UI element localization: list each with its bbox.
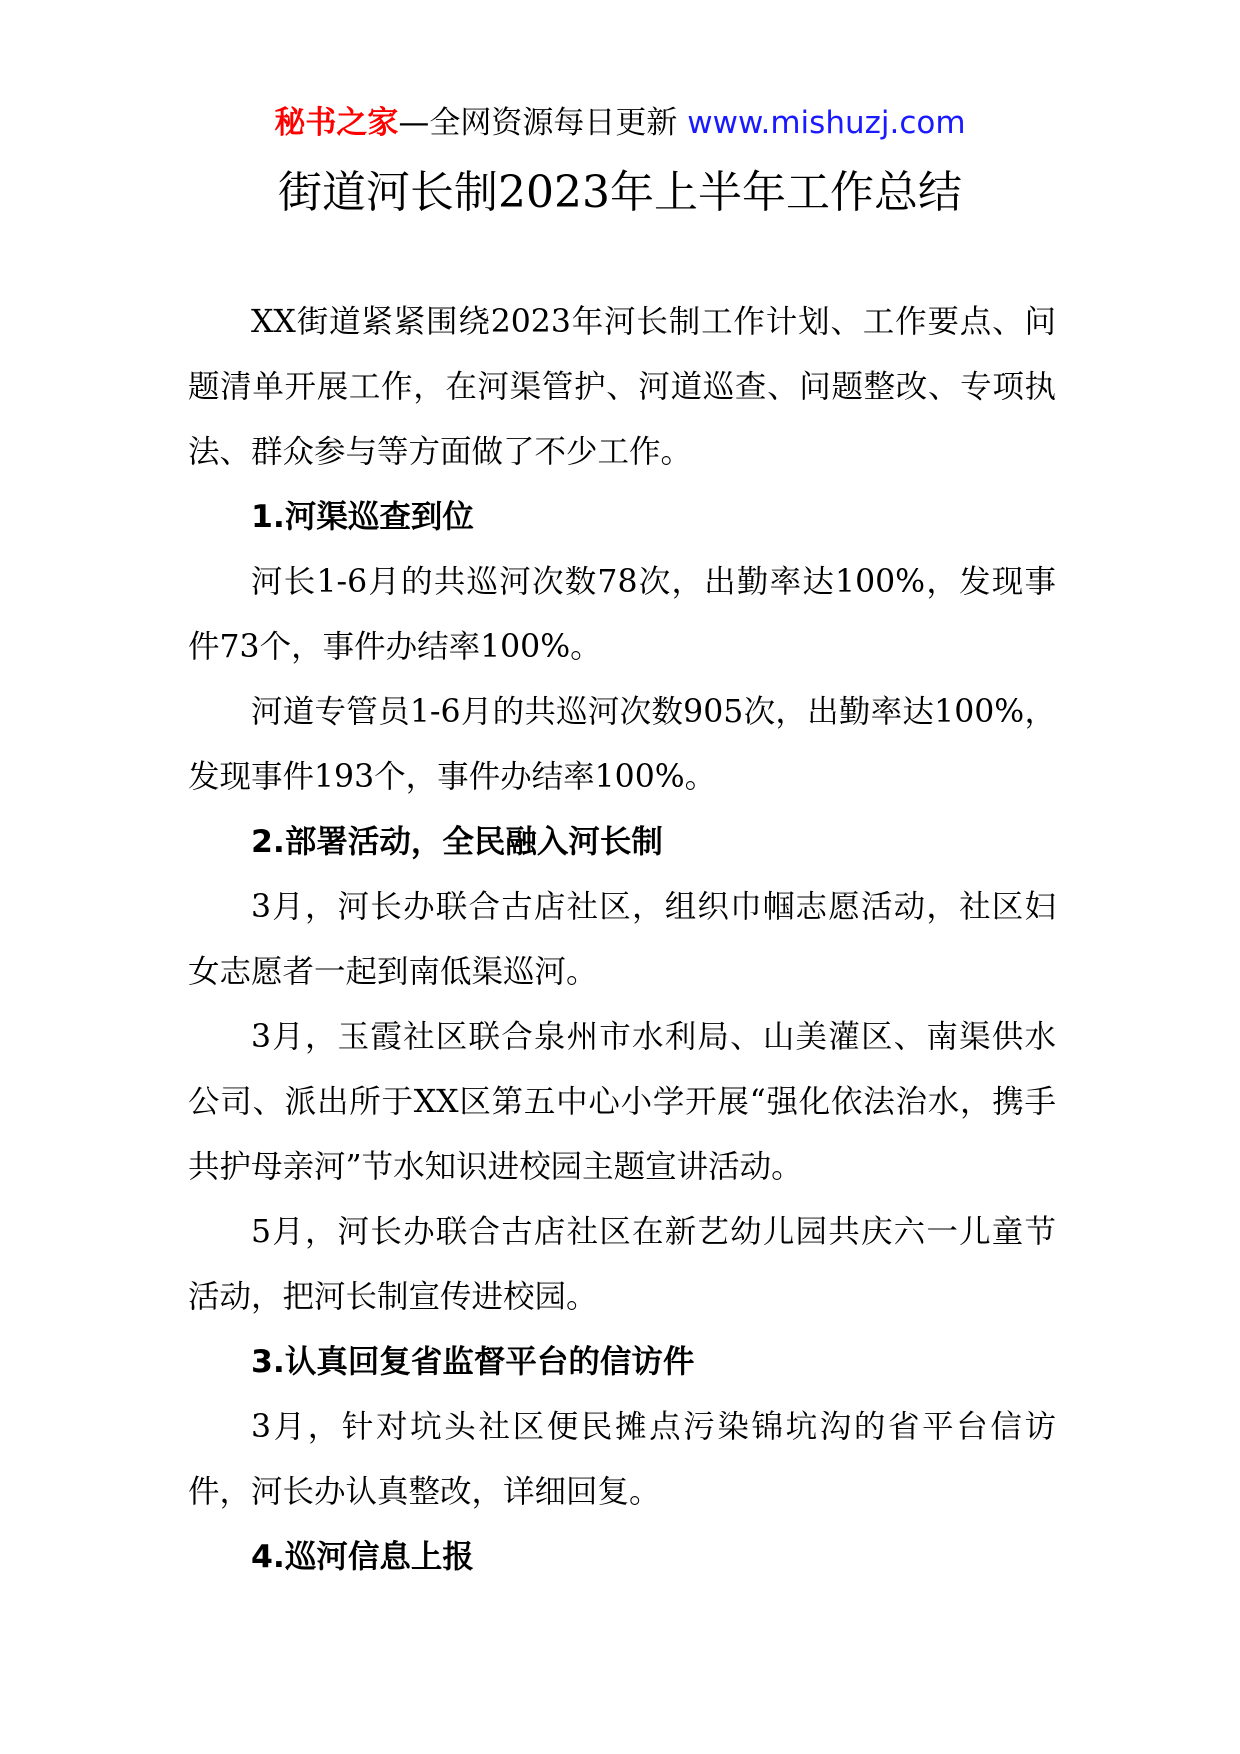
section-heading: 3.认真回复省监督平台的信访件 [251, 1344, 695, 1380]
paragraph: 河长1-6月的共巡河次数78次，出勤率达100%，发现事件73个，事件办结率100%。 [188, 564, 1056, 665]
paragraph: 3月，河长办联合古店社区，组织巾帼志愿活动，社区妇女志愿者一起到南低渠巡河。 [188, 889, 1056, 990]
document-body [188, 290, 1056, 1590]
site-tagline: —全网资源每日更新 [398, 105, 688, 141]
paragraph: 河道专管员1-6月的共巡河次数905次，出勤率达100%，发现事件193个，事件办结率100%。 [188, 694, 1056, 795]
paragraph: 3月，针对坑头社区便民摊点污染锦坑沟的省平台信访件，河长办认真整改，详细回复。 [188, 1409, 1056, 1510]
site-url-link[interactable]: www.mishuzj.com [687, 105, 966, 141]
paragraph: 3月，玉霞社区联合泉州市水利局、山美灌区、南渠供水公司、派出所于XX区第五中心小学开展“强化依法治水，携手共护母亲河”节水知识进校园主题宣讲活动。 [188, 1019, 1056, 1185]
paragraph: 5月，河长办联合古店社区在新艺幼儿园共庆六一儿童节活动，把河长制宣传进校园。 [188, 1214, 1056, 1315]
site-header [0, 100, 1240, 146]
site-brand: 秘书之家 [274, 105, 399, 141]
document-title: 街道河长制2023年上半年工作总结 [278, 167, 962, 218]
section-heading: 4.巡河信息上报 [251, 1539, 474, 1575]
intro-paragraph: XX街道紧紧围绕2023年河长制工作计划、工作要点、问题清单开展工作，在河渠管护、河道巡查、问题整改、专项执法、群众参与等方面做了不少工作。 [188, 304, 1056, 470]
section-heading: 2.部署活动，全民融入河长制 [251, 824, 663, 860]
section-heading: 1.河渠巡查到位 [251, 499, 474, 535]
